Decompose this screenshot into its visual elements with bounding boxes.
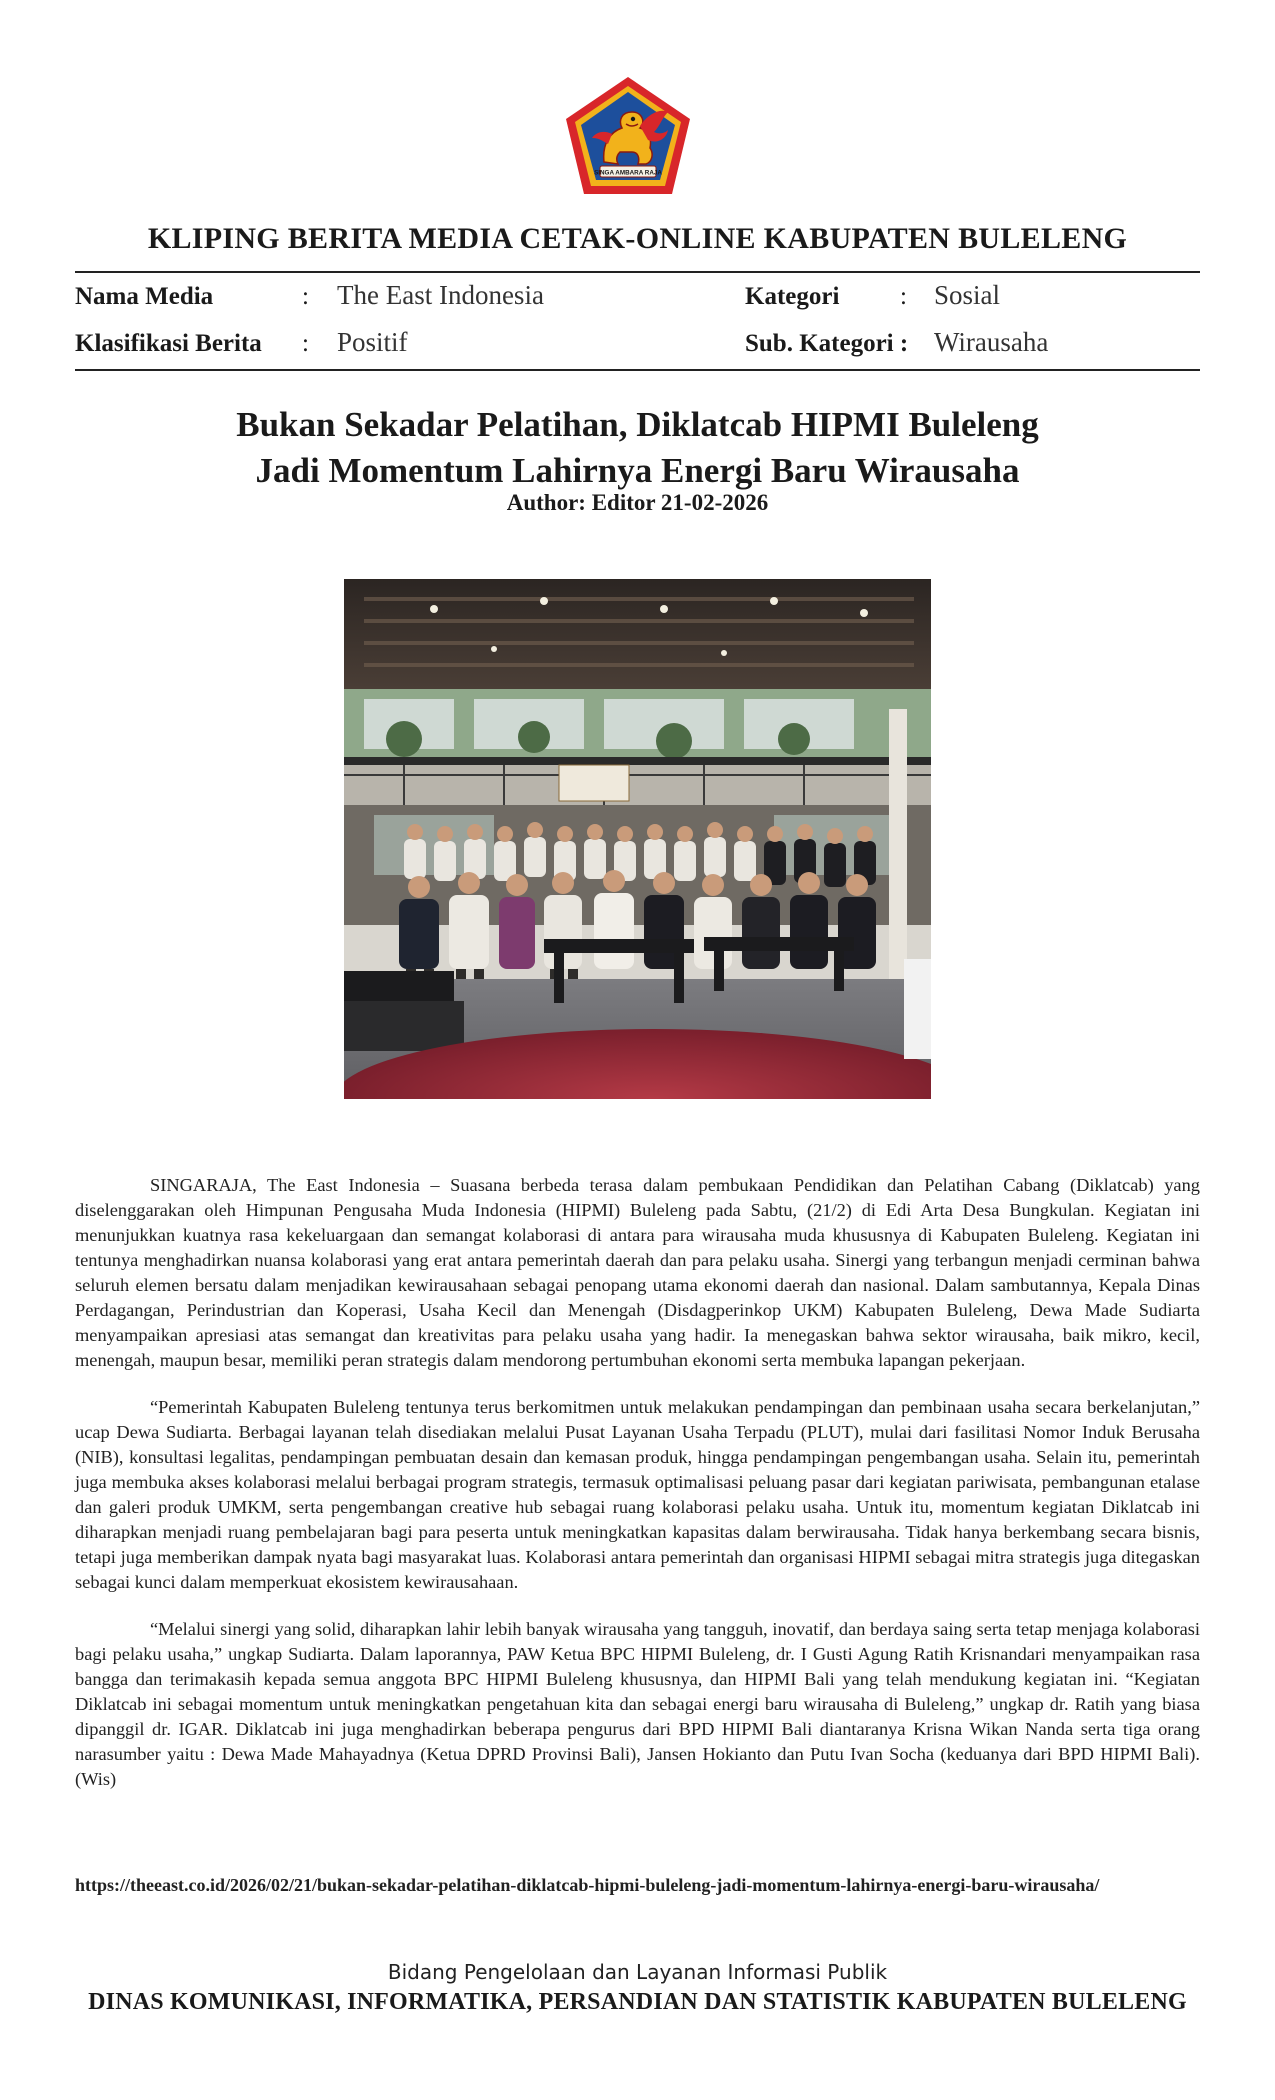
article-body bbox=[75, 1173, 1200, 1814]
header-top-divider bbox=[75, 271, 1200, 273]
buleleng-regency-emblem bbox=[562, 74, 694, 198]
nama-media-value: The East Indonesia bbox=[337, 280, 544, 310]
klasifikasi-value: Positif bbox=[337, 327, 408, 357]
article-photo bbox=[344, 579, 931, 1099]
source-link[interactable]: https://theeast.co.id/2026/02/21/bukan-sekadar-pelatihan-diklatcab-hipmi-buleleng-jadi-momentum-lahirnya-energi-baru-wirausaha/ bbox=[75, 1875, 1100, 1895]
kategori-label: Kategori bbox=[745, 283, 840, 310]
kategori-value: Sosial bbox=[934, 280, 1001, 310]
footer-department: Bidang Pengelolaan dan Layanan Informasi Publik bbox=[387, 1960, 888, 1984]
klasifikasi-label: Klasifikasi Berita bbox=[75, 330, 262, 357]
nama-media-colon: : bbox=[302, 283, 309, 310]
article-title bbox=[0, 402, 1275, 494]
article-title-line-2: Jadi Momentum Lahirnya Energi Baru Wirausaha bbox=[255, 451, 1020, 490]
kategori-colon: : bbox=[900, 283, 907, 310]
logo-motto: SINGA AMBARA RAJA bbox=[594, 169, 662, 177]
article-paragraph-2: “Pemerintah Kabupaten Buleleng tentunya terus berkomitmen untuk melakukan pendampingan dan pembinaan usaha secara berkelanjutan,” ucap Dewa Sudiarta. Berbagai layanan telah disediakan melalui Pusat Layanan Usaha Terpadu (PLUT), mulai dari fasilitasi Nomor Induk Berusaha (NIB), konsultasi legalitas, pendampingan pembuatan desain dan kemasan produk, hingga pendampingan pengembangan usaha. Selain itu, pemerintah juga membuka akses kolaborasi melalui berbagai program strategis, termasuk optimalisasi peluang pasar dari kegiatan pariwisata, pembangunan etalase dan galeri produk UMKM, serta pengembangan creative hub sebagai ruang kolaborasi pelaku usaha. Untuk itu, momentum kegiatan Diklatcab ini diharapkan menjadi ruang pembelajaran bagi para peserta untuk meningkatkan kapasitas dalam berwirausaha. Tidak hanya berkembang secara bisnis, tetapi juga memberikan dampak nyata bagi masyarakat luas. Kolaborasi antara pemerintah dan organisasi HIPMI sebagai mitra strategis juga ditegaskan sebagai kunci dalam memperkuat ekosistem kewirausahaan. bbox=[75, 1397, 1200, 1592]
header-bottom-divider bbox=[75, 369, 1200, 371]
footer-agency: DINAS KOMUNIKASI, INFORMATIKA, PERSANDIAN DAN STATISTIK KABUPATEN BULELENG bbox=[88, 1989, 1187, 2015]
article-paragraph-1: SINGARAJA, The East Indonesia – Suasana berbeda terasa dalam pembukaan Pendidikan dan Pelatihan Cabang (Diklatcab) yang diselenggarakan oleh Himpunan Pengusaha Muda Indonesia (HIPMI) Buleleng pada Sabtu, (21/2) di Edi Arta Desa Bungkulan. Kegiatan ini menunjukkan kuatnya rasa kekeluargaan dan semangat kolaborasi di antara para wirausaha muda khususnya di Kabupaten Buleleng. Kegiatan ini tentunya menghadirkan nuansa kolaborasi yang erat antara pemerintah daerah dan para pelaku usaha. Sinergi yang terbangun menjadi cerminan bahwa seluruh elemen bersatu dalam menjadikan kewirausahaan sebagai penopang utama ekonomi daerah dan nasional. Dalam sambutannya, Kepala Dinas Perdagangan, Perindustrian dan Koperasi, Usaha Kecil dan Menengah (Disdagperinkop UKM) Kabupaten Buleleng, Dewa Made Sudiarta menyampaikan apresiasi atas semangat dan kreativitas para pelaku usaha yang hadir. Ia menegaskan bahwa sektor wirausaha, baik mikro, kecil, menengah, maupun besar, memiliki peran strategis dalam mendorong pertumbuhan ekonomi serta membuka lapangan pekerjaan. bbox=[75, 1175, 1200, 1370]
nama-media-label: Nama Media bbox=[75, 283, 214, 310]
sub-kategori-value: Wirausaha bbox=[934, 327, 1049, 357]
article-paragraph-3: “Melalui sinergi yang solid, diharapkan lahir lebih banyak wirausaha yang tangguh, inovatif, dan berdaya saing serta tetap menjaga kolaborasi bagi pelaku usaha,” ungkap Sudiarta. Dalam laporannya, PAW Ketua BPC HIPMI Buleleng, dr. I Gusti Agung Ratih Krisnandari menyampaikan rasa bangga dan terimakasih kepada semua anggota BPC HIPMI Buleleng khususnya, dan HIPMI Bali yang telah mendukung kegiatan ini. “Kegiatan Diklatcab ini sebagai momentum untuk meningkatkan pengetahuan kita dan sebagai energi baru wirausaha di Buleleng,” ungkap dr. Ratih yang biasa dipanggil dr. IGAR. Diklatcab ini juga menghadirkan beberapa pengurus dari BPD HIPMI Bali diantaranya Krisna Wikan Nanda serta tiga orang narasumber yaitu : Dewa Made Mahayadnya (Ketua DPRD Provinsi Bali), Jansen Hokianto dan Putu Ivan Socha (keduanya dari BPD HIPMI Bali).(Wis) bbox=[75, 1619, 1200, 1789]
article-title-line-1: Bukan Sekadar Pelatihan, Diklatcab HIPMI Buleleng bbox=[236, 405, 1039, 444]
sub-kategori-label: Sub. Kategori : bbox=[745, 330, 909, 357]
article-author: Author: Editor 21-02-2026 bbox=[506, 490, 769, 515]
document-header-title: KLIPING BERITA MEDIA CETAK-ONLINE KABUPATEN BULELENG bbox=[147, 222, 1128, 255]
klasifikasi-colon: : bbox=[302, 330, 309, 357]
